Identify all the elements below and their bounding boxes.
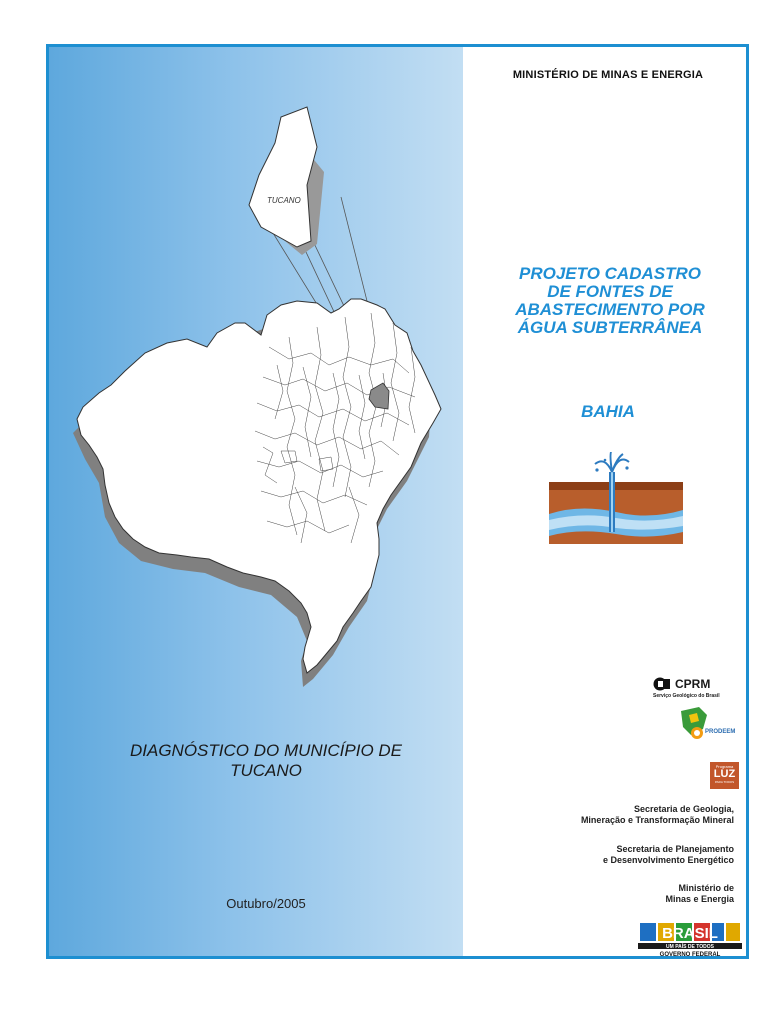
project-title-line: DE FONTES DE [547,282,673,301]
luz-para-todos-logo [710,762,739,789]
brasil-government-logo [638,921,742,957]
publication-date: Outubro/2005 [226,896,306,911]
diagnostic-title-line: DIAGNÓSTICO DO MUNICÍPIO DE [129,741,403,760]
diagnostic-title [69,741,463,781]
org-line: e Desenvolvimento Energético [602,855,734,865]
cover-frame [46,44,749,959]
cprm-logo-text: CPRM [675,677,711,691]
luz-top-text: Programa [715,764,734,769]
brasil-tagline: UM PAÍS DE TODOS [666,944,714,950]
org-line: Minas e Energia [665,894,734,904]
bahia-state-outline [77,299,441,673]
project-title [479,265,741,337]
project-title-line: PROJETO CADASTRO [519,264,701,283]
luz-sub-text: PARA TODOS [714,780,735,784]
ministry-header: MINISTÉRIO DE MINAS E ENERGIA [512,69,704,81]
bahia-map [49,47,463,747]
aquifer-well-illustration [549,452,683,544]
prodeem-logo [677,705,743,745]
prodeem-logo-text: PRODEEM [705,729,736,735]
org-line: Ministério de [678,883,734,893]
org-secretaria-geologia [494,804,734,826]
org-ministerio [494,883,734,905]
cprm-subtitle: Serviço Geológico do Brasil [653,693,720,699]
org-secretaria-planejamento [494,844,734,866]
diagnostic-title-line: TUCANO [230,761,302,780]
luz-main-text: LUZ [713,768,736,780]
project-title-line: ABASTECIMENTO POR [515,300,705,319]
cprm-logo-icon [653,677,673,691]
brasil-government: GOVERNO FEDERAL [659,952,721,957]
project-title-line: ÁGUA SUBTERRÂNEA [517,318,703,337]
brasil-word: BRASIL [662,925,718,942]
org-line: Mineração e Transformação Mineral [580,815,734,825]
org-line: Secretaria de Geologia, [633,804,734,814]
org-line: Secretaria de Planejamento [616,844,734,854]
state-name: BAHIA [581,402,635,421]
tucano-inset [249,107,324,255]
inset-label: TUCANO [267,196,301,205]
